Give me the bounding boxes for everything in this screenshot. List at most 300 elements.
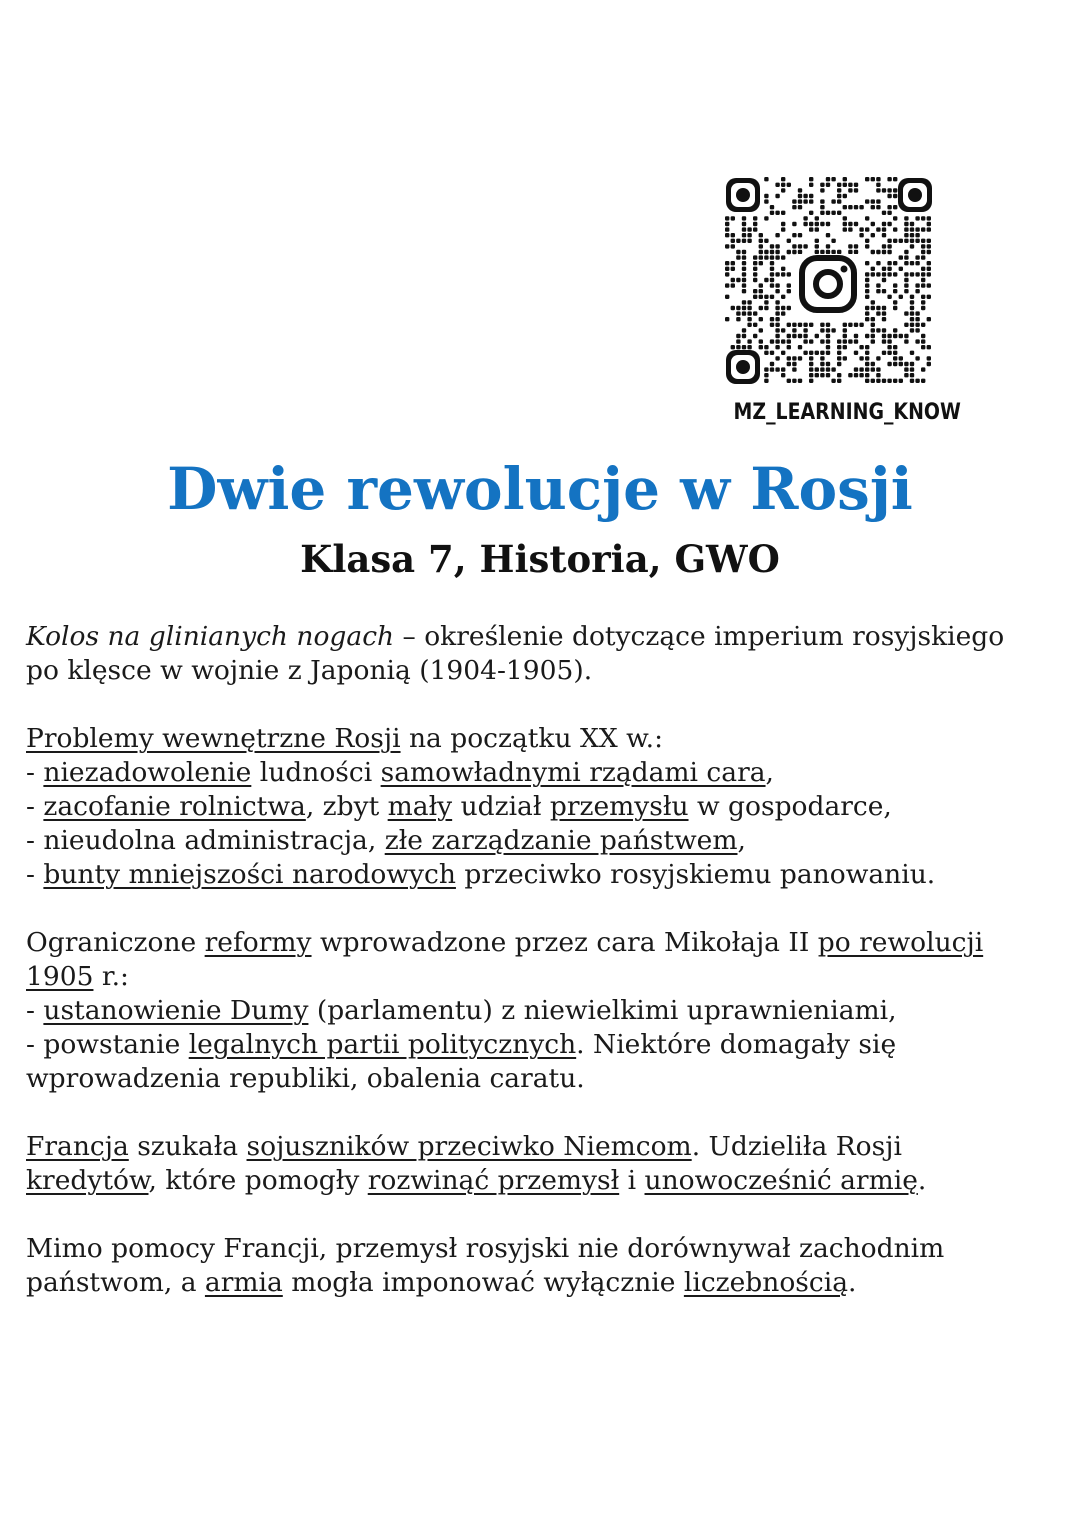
qr-module	[809, 194, 813, 198]
qr-module	[887, 239, 891, 243]
qr-module	[893, 306, 897, 310]
italic-term: Kolos na glinianych nogach	[26, 621, 395, 652]
qr-module	[904, 255, 908, 259]
qr-module	[904, 334, 908, 338]
qr-module	[781, 311, 785, 315]
qr-module	[803, 244, 807, 248]
qr-module	[759, 250, 763, 254]
qr-module	[848, 323, 852, 327]
qr-module	[859, 233, 863, 237]
qr-module	[781, 295, 785, 299]
qr-module	[910, 362, 914, 366]
qr-module	[843, 328, 847, 332]
qr-module	[921, 339, 925, 343]
qr-finder-bottom-left	[726, 350, 760, 384]
qr-module	[725, 261, 729, 265]
underlined-text: bunty mniejszości narodowych	[43, 859, 456, 890]
qr-module	[910, 379, 914, 383]
qr-module	[770, 255, 774, 259]
qr-module	[747, 300, 751, 304]
qr-module	[871, 250, 875, 254]
qr-module	[820, 222, 824, 226]
qr-module	[843, 194, 847, 198]
qr-module	[915, 261, 919, 265]
qr-module	[770, 351, 774, 355]
qr-module	[792, 356, 796, 360]
qr-module	[753, 278, 757, 282]
qr-module	[904, 323, 908, 327]
qr-module	[882, 351, 886, 355]
qr-module	[893, 356, 897, 360]
qr-module	[798, 199, 802, 203]
qr-module	[742, 311, 746, 315]
qr-module	[915, 227, 919, 231]
bullet-dash: -	[26, 995, 44, 1026]
qr-module	[731, 261, 735, 265]
qr-module	[887, 261, 891, 265]
qr-module	[837, 188, 841, 192]
qr-module	[815, 216, 819, 220]
qr-module	[921, 334, 925, 338]
qr-module	[764, 351, 768, 355]
qr-module	[865, 356, 869, 360]
qr-module	[910, 306, 914, 310]
qr-module	[736, 250, 740, 254]
underlined-text: samowładnymi rządami cara	[380, 757, 766, 788]
qr-module	[770, 211, 774, 215]
qr-module	[871, 306, 875, 310]
qr-module	[899, 356, 903, 360]
qr-module	[815, 227, 819, 231]
qr-module	[775, 367, 779, 371]
qr-module	[787, 323, 791, 327]
qr-module	[775, 334, 779, 338]
qr-module	[837, 351, 841, 355]
text-line: wprowadzenia republiki, obalenia caratu.	[26, 1063, 585, 1094]
qr-module	[775, 339, 779, 343]
qr-module	[871, 317, 875, 321]
qr-module	[893, 328, 897, 332]
bullet-dash: -	[26, 791, 44, 822]
underlined-text: kredytów	[26, 1165, 149, 1196]
qr-module	[893, 239, 897, 243]
qr-module	[736, 339, 740, 343]
qr-module	[747, 306, 751, 310]
qr-module	[736, 345, 740, 349]
text-span: . Niektóre domagały się	[576, 1029, 897, 1060]
qr-module	[887, 362, 891, 366]
qr-module	[927, 317, 931, 321]
qr-module	[736, 317, 740, 321]
text-span: – określenie dotyczące imperium rosyjskiego	[394, 621, 1005, 652]
qr-module	[893, 345, 897, 349]
qr-module	[820, 211, 824, 215]
qr-module	[826, 328, 830, 332]
qr-module	[747, 345, 751, 349]
qr-module	[809, 222, 813, 226]
qr-module	[792, 205, 796, 209]
qr-module	[887, 177, 891, 181]
qr-module	[921, 345, 925, 349]
qr-module	[882, 233, 886, 237]
qr-module	[915, 216, 919, 220]
qr-module	[775, 311, 779, 315]
qr-module	[876, 311, 880, 315]
qr-module	[725, 267, 729, 271]
bullet-item	[26, 790, 1056, 824]
qr-module	[927, 267, 931, 271]
qr-module	[787, 183, 791, 187]
qr-module	[826, 250, 830, 254]
qr-module	[820, 362, 824, 366]
text-line	[26, 926, 1056, 960]
qr-module	[904, 339, 908, 343]
bullet-item	[26, 756, 1056, 790]
qr-module	[848, 222, 852, 226]
qr-module	[775, 233, 779, 237]
qr-module	[747, 311, 751, 315]
qr-module	[753, 311, 757, 315]
qr-module	[843, 339, 847, 343]
qr-module	[904, 261, 908, 265]
qr-module	[770, 272, 774, 276]
qr-module	[747, 233, 751, 237]
qr-module	[915, 317, 919, 321]
qr-module	[831, 379, 835, 383]
qr-module	[775, 194, 779, 198]
text-span: .	[848, 1267, 857, 1298]
qr-module	[927, 283, 931, 287]
text-span: .	[917, 1165, 927, 1196]
qr-module	[787, 272, 791, 276]
qr-module	[887, 272, 891, 276]
qr-module	[865, 367, 869, 371]
qr-module	[871, 300, 875, 304]
text-span: ,	[737, 825, 746, 856]
qr-module	[915, 339, 919, 343]
qr-module	[759, 345, 763, 349]
qr-module	[893, 194, 897, 198]
bullet-dash: -	[26, 825, 44, 856]
qr-module	[781, 255, 785, 259]
qr-module	[781, 211, 785, 215]
qr-module	[927, 227, 931, 231]
qr-module	[815, 334, 819, 338]
qr-module	[770, 278, 774, 282]
qr-module	[820, 356, 824, 360]
qr-module	[910, 222, 914, 226]
text-span: nieudolna administracja,	[43, 825, 385, 856]
qr-module	[915, 255, 919, 259]
qr-module	[910, 261, 914, 265]
qr-module	[725, 216, 729, 220]
qr-module	[826, 222, 830, 226]
qr-module	[759, 244, 763, 248]
qr-module	[803, 339, 807, 343]
qr-module	[893, 379, 897, 383]
paragraph-kolos	[26, 620, 1056, 688]
qr-module	[809, 199, 813, 203]
qr-module	[753, 289, 757, 293]
qr-module	[770, 250, 774, 254]
qr-module	[865, 278, 869, 282]
text-span: szukała	[128, 1131, 247, 1162]
qr-module	[787, 345, 791, 349]
qr-module	[826, 177, 830, 181]
qr-module	[865, 362, 869, 366]
underlined-text: niezadowolenie	[43, 757, 252, 788]
qr-module	[781, 267, 785, 271]
paragraph-mimo-pomocy	[26, 1232, 1056, 1300]
qr-module	[820, 183, 824, 187]
qr-module	[899, 267, 903, 271]
qr-module	[753, 216, 757, 220]
underlined-text: zacofanie rolnictwa	[43, 791, 306, 822]
qr-module	[798, 356, 802, 360]
qr-module	[792, 222, 796, 226]
qr-module	[882, 188, 886, 192]
qr-module	[910, 295, 914, 299]
qr-module	[882, 379, 886, 383]
qr-module	[826, 244, 830, 248]
qr-module	[927, 362, 931, 366]
qr-module	[927, 261, 931, 265]
qr-module	[865, 199, 869, 203]
qr-module	[843, 323, 847, 327]
qr-module	[775, 356, 779, 360]
qr-module	[927, 345, 931, 349]
qr-module	[815, 351, 819, 355]
qr-module	[859, 367, 863, 371]
qr-module	[876, 367, 880, 371]
qr-module	[770, 339, 774, 343]
qr-module	[725, 244, 729, 248]
qr-module	[820, 250, 824, 254]
qr-module	[904, 227, 908, 231]
bullet-dash: -	[26, 1029, 44, 1060]
qr-module	[798, 244, 802, 248]
qr-module	[781, 222, 785, 226]
qr-module	[725, 222, 729, 226]
underlined-text: złe zarządzanie państwem	[384, 825, 738, 856]
qr-module	[887, 334, 891, 338]
qr-module	[742, 222, 746, 226]
qr-module	[882, 328, 886, 332]
qr-module	[725, 227, 729, 231]
qr-module	[859, 227, 863, 231]
qr-module	[831, 250, 835, 254]
qr-module	[910, 328, 914, 332]
qr-module	[759, 233, 763, 237]
qr-module	[859, 345, 863, 349]
qr-module	[742, 283, 746, 287]
qr-module	[876, 283, 880, 287]
text-span: ,	[765, 757, 774, 788]
qr-module	[759, 255, 763, 259]
qr-module	[854, 250, 858, 254]
qr-module	[893, 334, 897, 338]
qr-module	[843, 183, 847, 187]
qr-module	[742, 289, 746, 293]
qr-module	[899, 362, 903, 366]
qr-module	[848, 183, 852, 187]
qr-module	[893, 188, 897, 192]
bullet-dash: -	[26, 757, 44, 788]
qr-module	[731, 239, 735, 243]
qr-module	[927, 222, 931, 226]
qr-module	[848, 205, 852, 209]
page-title: Dwie rewolucje w Rosji	[167, 455, 913, 523]
qr-module	[910, 311, 914, 315]
qr-module	[837, 379, 841, 383]
qr-module	[803, 323, 807, 327]
text-line	[26, 620, 1056, 654]
qr-module	[876, 328, 880, 332]
qr-module	[764, 177, 768, 181]
qr-module	[865, 379, 869, 383]
qr-module	[882, 311, 886, 315]
qr-module	[798, 345, 802, 349]
qr-module	[815, 250, 819, 254]
qr-module	[887, 267, 891, 271]
qr-module	[843, 205, 847, 209]
qr-module	[854, 351, 858, 355]
qr-module	[899, 379, 903, 383]
qr-module	[865, 334, 869, 338]
qr-module	[820, 328, 824, 332]
qr-module	[831, 328, 835, 332]
qr-module	[798, 334, 802, 338]
page-subtitle: Klasa 7, Historia, GWO	[300, 537, 780, 581]
qr-module	[915, 272, 919, 276]
qr-module	[837, 250, 841, 254]
text-span: r.:	[93, 961, 129, 992]
qr-module	[927, 244, 931, 248]
qr-module	[887, 188, 891, 192]
qr-module	[809, 367, 813, 371]
qr-module	[865, 317, 869, 321]
qr-module	[871, 334, 875, 338]
qr-module	[770, 295, 774, 299]
text-span: . Udzieliła Rosji	[691, 1131, 902, 1162]
qr-module	[764, 278, 768, 282]
qr-module	[876, 356, 880, 360]
qr-module	[859, 323, 863, 327]
qr-module	[736, 311, 740, 315]
qr-code[interactable]	[724, 176, 934, 386]
qr-module	[904, 367, 908, 371]
qr-module	[865, 373, 869, 377]
qr-module	[831, 199, 835, 203]
qr-module	[781, 227, 785, 231]
qr-module	[775, 272, 779, 276]
qr-module	[904, 250, 908, 254]
underlined-text: Francja	[26, 1131, 129, 1162]
qr-module	[736, 306, 740, 310]
qr-module	[731, 244, 735, 248]
qr-module	[781, 351, 785, 355]
qr-module	[910, 367, 914, 371]
qr-module	[876, 250, 880, 254]
qr-module	[837, 362, 841, 366]
underlined-text: unowocześnić armię	[644, 1165, 918, 1196]
qr-module	[837, 356, 841, 360]
underlined-text: Problemy wewnętrzne Rosji	[26, 723, 401, 754]
underlined-text: liczebnością	[683, 1267, 849, 1298]
qr-module	[809, 211, 813, 215]
qr-module	[775, 323, 779, 327]
qr-module	[865, 261, 869, 265]
qr-module	[775, 244, 779, 248]
qr-module	[887, 339, 891, 343]
qr-module	[910, 323, 914, 327]
qr-module	[775, 317, 779, 321]
qr-module	[770, 317, 774, 321]
qr-module	[921, 216, 925, 220]
qr-module	[781, 272, 785, 276]
qr-module	[787, 289, 791, 293]
qr-module	[915, 379, 919, 383]
qr-module	[820, 205, 824, 209]
qr-module	[809, 351, 813, 355]
qr-module	[876, 205, 880, 209]
qr-module	[798, 188, 802, 192]
qr-module	[747, 323, 751, 327]
qr-module	[876, 289, 880, 293]
underlined-text: 1905	[26, 961, 94, 992]
qr-module	[753, 255, 757, 259]
qr-module	[876, 379, 880, 383]
qr-module	[865, 289, 869, 293]
text-line	[26, 1266, 1056, 1300]
qr-handle: MZ_LEARNING_KNOW	[733, 400, 961, 425]
qr-module	[787, 334, 791, 338]
qr-module	[736, 239, 740, 243]
qr-module	[764, 239, 768, 243]
qr-module	[876, 227, 880, 231]
qr-module	[781, 367, 785, 371]
qr-module	[859, 356, 863, 360]
qr-module	[770, 244, 774, 248]
qr-module	[775, 345, 779, 349]
qr-module	[803, 328, 807, 332]
text-line	[26, 1164, 1056, 1198]
qr-module	[871, 362, 875, 366]
qr-module	[882, 334, 886, 338]
qr-module	[927, 216, 931, 220]
qr-module	[921, 300, 925, 304]
qr-module	[921, 272, 925, 276]
qr-module	[781, 177, 785, 181]
qr-module	[887, 250, 891, 254]
qr-module	[893, 362, 897, 366]
text-span: państwom, a	[26, 1267, 205, 1298]
qr-module	[915, 323, 919, 327]
qr-module	[854, 205, 858, 209]
qr-module	[927, 295, 931, 299]
qr-module	[764, 345, 768, 349]
qr-module	[921, 323, 925, 327]
qr-module	[787, 250, 791, 254]
qr-module	[809, 183, 813, 187]
paragraph-problemy	[26, 722, 1056, 892]
qr-module	[764, 250, 768, 254]
qr-module	[904, 272, 908, 276]
qr-module	[826, 367, 830, 371]
qr-module	[775, 255, 779, 259]
qr-module	[798, 323, 802, 327]
qr-module	[731, 278, 735, 282]
